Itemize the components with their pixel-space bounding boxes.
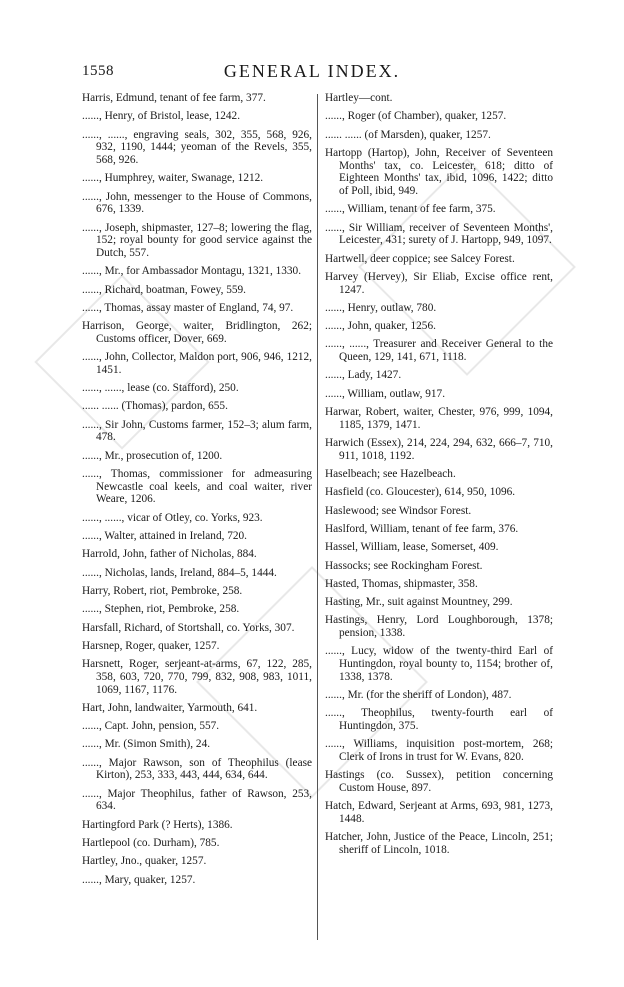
index-entry: Hartwell, deer coppice; see Salcey Forest.: [325, 252, 515, 265]
index-entry: ......, Walter, attained in Ireland, 720.: [82, 530, 248, 543]
index-entry: Haslford, William, tenant of fee farm, 376.: [325, 522, 519, 535]
index-entry: Hartlepool (co. Durham), 785.: [82, 837, 220, 850]
index-entry: Harsnett, Roger, serjeant-at-arms, 67, 122, 285, 358, 603, 720, 770, 799, 832, 908, 983, 1011, 1069, 1167, 1176.: [82, 658, 312, 696]
index-entry: ......, Henry, of Bristol, lease, 1242.: [82, 110, 241, 123]
index-entry: Harwar, Robert, waiter, Chester, 976, 999, 1094, 1185, 1379, 1471.: [325, 406, 553, 431]
index-entry: ......, William, tenant of fee farm, 375.: [325, 203, 496, 216]
index-entry: ......, Major Rawson, son of Theophilus (lease Kirton), 253, 333, 443, 444, 634, 644.: [82, 756, 312, 782]
index-entry: Harrold, John, father of Nicholas, 884.: [82, 548, 257, 561]
page-title: GENERAL INDEX.: [223, 61, 401, 81]
index-entry: ......, Roger (of Chamber), quaker, 1257.: [325, 110, 507, 123]
index-entry: ......, Nicholas, lands, Ireland, 884–5, 1444.: [82, 566, 277, 579]
index-entry: Harry, Robert, riot, Pembroke, 258.: [82, 584, 243, 597]
index-entry: ......, Richard, boatman, Fowey, 559.: [82, 283, 246, 296]
index-entry: Haselbeach; see Hazelbeach.: [325, 468, 456, 481]
index-entry: ...... ...... (Thomas), pardon, 655.: [82, 400, 228, 413]
index-entry: ......, John, quaker, 1256.: [325, 320, 436, 333]
index-entry: Harsnep, Roger, quaker, 1257.: [82, 639, 220, 652]
index-entry: ......, ......, lease (co. Stafford), 250.: [82, 382, 239, 395]
index-entry: ......, ......, engraving seals, 302, 355, 568, 926, 932, 1190, 1444; yeoman of the Revels, 355, 568, 926.: [82, 128, 312, 166]
index-entry: ......, ......, vicar of Otley, co. Yorks, 923.: [82, 511, 263, 524]
index-entry: Hassel, William, lease, Somerset, 409.: [325, 541, 499, 554]
index-entry: ......, Stephen, riot, Pembroke, 258.: [82, 603, 240, 616]
index-entry: Hasted, Thomas, shipmaster, 358.: [325, 577, 478, 590]
index-entry: ......, John, Collector, Maldon port, 906, 946, 1212, 1451.: [82, 351, 312, 376]
index-entry: Hastings (co. Sussex), petition concerning Custom House, 897.: [325, 769, 553, 795]
index-entry: Hart, John, landwaiter, Yarmouth, 641.: [82, 701, 258, 714]
index-entry: ......, William, outlaw, 917.: [325, 387, 446, 400]
index-entry: ......, Mary, quaker, 1257.: [82, 873, 196, 886]
index-entry: ......, Mr. (Simon Smith), 24.: [82, 738, 211, 751]
index-entry: ......, Lucy, widow of the twenty-third Earl of Huntingdon, royal bounty to, 1154; brother of, 1338, 1378.: [325, 645, 553, 683]
index-entry: Hartingford Park (? Herts), 1386.: [82, 818, 233, 831]
index-entry: ......, Henry, outlaw, 780.: [325, 301, 437, 314]
index-entry: Haslewood; see Windsor Forest.: [325, 504, 472, 517]
index-entry: Harwich (Essex), 214, 224, 294, 632, 666–7, 710, 911, 1018, 1192.: [325, 437, 553, 462]
index-entry: ......, Sir John, Customs farmer, 152–3; alum farm, 478.: [82, 418, 312, 444]
index-entry: Harvey (Hervey), Sir Eliab, Excise office rent, 1247.: [325, 270, 553, 296]
index-entry: ......, Joseph, shipmaster, 127–8; lowering the flag, 152; royal bounty for good service against the Dutch, 557.: [82, 221, 312, 259]
index-entry: ......, Thomas, assay master of England, 74, 97.: [82, 301, 294, 314]
index-entry: ......, Theophilus, twenty-fourth earl of Huntingdon, 375.: [325, 707, 553, 733]
index-entry: Harris, Edmund, tenant of fee farm, 377.: [82, 92, 266, 104]
index-entry: Hatch, Edward, Serjeant at Arms, 693, 981, 1273, 1448.: [325, 800, 553, 826]
index-entry: ......, Capt. John, pension, 557.: [82, 720, 220, 733]
index-entry: Hastings, Henry, Lord Loughborough, 1378; pension, 1338.: [325, 614, 553, 640]
index-entry: Hasting, Mr., suit against Mountney, 299.: [325, 596, 513, 609]
index-entry: Hartopp (Hartop), John, Receiver of Seventeen Months' tax, co. Leicester, 618; ditto of Eighteen Months' tax, ibid, 1096, 1422; ditto of Poll, ibid, 949.: [325, 146, 553, 197]
index-entry: Hatcher, John, Justice of the Peace, Lincoln, 251; sheriff of Lincoln, 1018.: [325, 831, 553, 857]
index-entry: ......, Lady, 1427.: [325, 369, 402, 382]
index-entry: Harsfall, Richard, of Stortshall, co. Yorks, 307.: [82, 621, 295, 634]
index-entry: ......, Williams, inquisition post-mortem, 268; Clerk of Irons in trust for W. Evans, 820.: [325, 738, 553, 764]
index-entry: ......, Humphrey, waiter, Swanage, 1212.: [82, 172, 264, 185]
index-entry: Hassocks; see Rockingham Forest.: [325, 559, 483, 572]
index-entry: ......, Mr. (for the sheriff of London), 487.: [325, 689, 512, 702]
index-entry: ...... ...... (of Marsden), quaker, 1257.: [325, 128, 491, 141]
index-entry: ......, John, messenger to the House of Commons, 676, 1339.: [82, 190, 312, 216]
index-entry: ......, Mr., for Ambassador Montagu, 1321, 1330.: [82, 265, 302, 278]
index-entry: ......, Major Theophilus, father of Rawson, 253, 634.: [82, 787, 312, 813]
index-column-left: [82, 92, 312, 892]
index-entry: ......, Sir William, receiver of Seventeen Months', Leicester, 431; surety of J. Hartopp, 949, 1097.: [325, 221, 553, 247]
column-divider: [317, 94, 318, 940]
index-column-right: [325, 92, 553, 862]
index-entry: ......, Thomas, commissioner for admeasuring Newcastle coal keels, and coal waiter, river Weare, 1206.: [82, 468, 312, 506]
index-entry: Hartley, Jno., quaker, 1257.: [82, 855, 207, 868]
page-number: 1558: [82, 63, 114, 79]
index-entry: ......, ......, Treasurer and Receiver General to the Queen, 129, 141, 671, 1118.: [325, 338, 553, 364]
index-entry: ......, Mr., prosecution of, 1200.: [82, 449, 223, 462]
index-entry: Hasfield (co. Gloucester), 614, 950, 1096.: [325, 486, 516, 499]
index-entry: Hartley—cont.: [325, 92, 393, 104]
index-entry: Harrison, George, waiter, Bridlington, 262; Customs officer, Dover, 669.: [82, 320, 312, 345]
